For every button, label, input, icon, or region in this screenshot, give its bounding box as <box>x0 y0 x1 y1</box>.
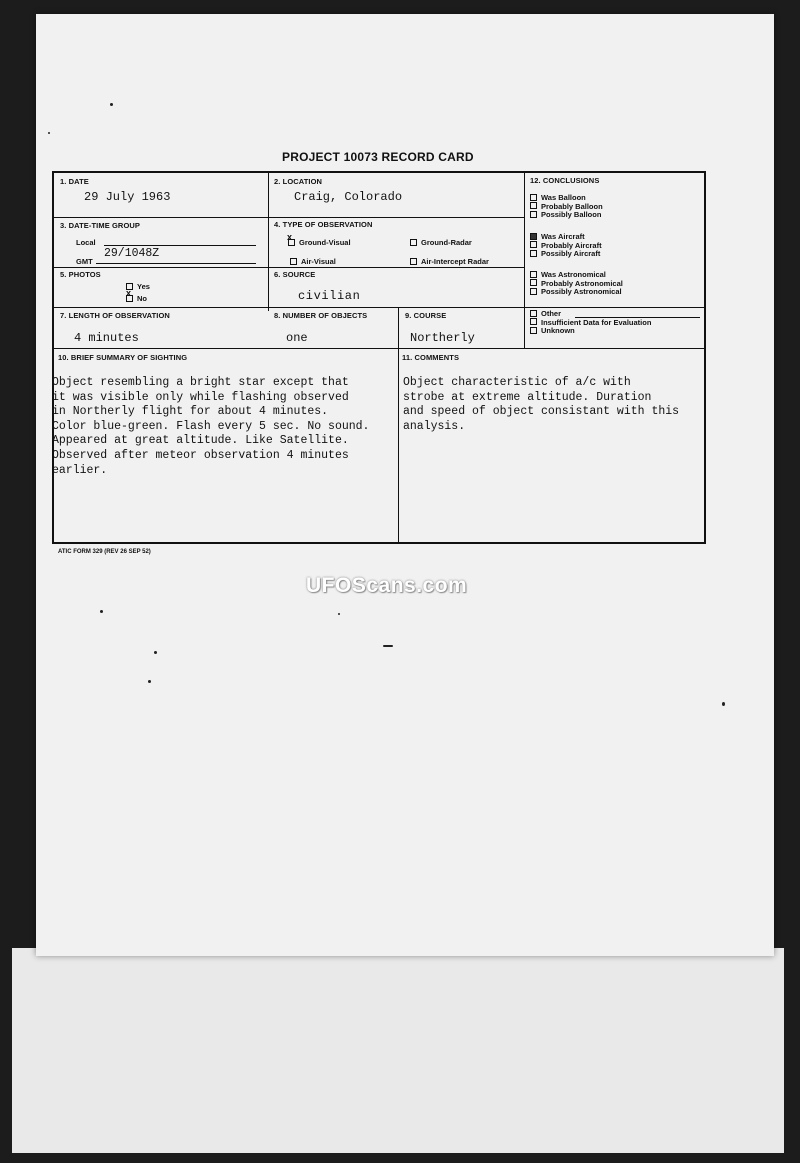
checkbox[interactable] <box>290 258 297 265</box>
comments-line: and speed of object consistant with this <box>403 405 680 419</box>
speck <box>148 680 151 683</box>
other-line <box>575 317 700 318</box>
summary-line: it was visible only while flashing observed <box>52 390 349 404</box>
location-value: Craig, Colorado <box>294 190 403 204</box>
checkbox[interactable] <box>530 271 537 278</box>
comments-line: analysis. <box>403 419 466 433</box>
checkbox[interactable] <box>530 194 537 201</box>
form-id: ATIC FORM 329 (REV 26 SEP 52) <box>58 549 151 555</box>
number-of-objects-value: one <box>286 331 308 345</box>
comments-line: Object characteristic of a/c with <box>403 376 631 389</box>
check-mark-icon: x <box>126 288 132 298</box>
type-of-observation-label: 4. TYPE OF OBSERVATION <box>274 220 373 229</box>
summary-line: Color blue-green. Flash every 5 sec. No sound. <box>52 419 370 433</box>
summary-line: earlier. <box>52 463 108 477</box>
conclusion-group-aircraft <box>530 233 602 259</box>
speck <box>722 702 725 706</box>
course-label: 9. COURSE <box>405 311 447 320</box>
conclusion-group-other <box>530 310 651 336</box>
location-label: 2. LOCATION <box>274 177 323 186</box>
divider <box>398 308 399 544</box>
speck <box>338 613 340 615</box>
lower-sheet <box>12 948 784 1153</box>
option-probably-aircraft[interactable]: Probably Aircraft <box>530 242 602 251</box>
course-value: Northerly <box>410 331 475 345</box>
divider <box>53 348 705 349</box>
gmt-value: 29/1048Z <box>104 247 160 260</box>
local-label: Local <box>76 238 96 247</box>
conclusion-group-balloon <box>530 194 603 220</box>
number-of-objects-label: 8. NUMBER OF OBJECTS <box>274 311 368 320</box>
option-was-balloon[interactable]: Was Balloon <box>530 194 603 203</box>
summary-line: Appeared at great altitude. Like Satellite. <box>52 434 349 448</box>
gmt-line <box>96 263 256 264</box>
checkbox[interactable] <box>530 241 537 248</box>
comments-line: strobe at extreme altitude. Duration <box>403 390 652 404</box>
date-time-group-label: 3. DATE-TIME GROUP <box>60 221 140 230</box>
option-ground-visual[interactable]: Ground-Visual <box>288 238 351 247</box>
divider <box>53 267 525 268</box>
local-line <box>104 245 256 246</box>
divider <box>268 172 269 311</box>
card-title: PROJECT 10073 RECORD CARD <box>282 150 474 164</box>
checkbox-checked[interactable] <box>530 233 537 240</box>
option-was-astronomical[interactable]: Was Astronomical <box>530 271 623 280</box>
checkbox[interactable] <box>530 250 537 257</box>
length-label: 7. LENGTH OF OBSERVATION <box>60 311 170 320</box>
option-possibly-aircraft[interactable]: Possibly Aircraft <box>530 250 602 259</box>
summary-line: Object resembling a bright star except that <box>52 376 349 389</box>
checkbox[interactable] <box>530 202 537 209</box>
summary-text <box>52 376 369 478</box>
option-insufficient-data[interactable]: Insufficient Data for Evaluation <box>530 319 651 328</box>
date-value: 29 July 1963 <box>84 190 171 204</box>
photos-label: 5. PHOTOS <box>60 270 101 279</box>
length-value: 4 minutes <box>74 331 139 345</box>
speck <box>110 103 113 106</box>
comments-label: 11. COMMENTS <box>402 353 460 362</box>
summary-label: 10. BRIEF SUMMARY OF SIGHTING <box>58 353 188 362</box>
option-photos-no[interactable]: No <box>126 294 147 303</box>
source-label: 6. SOURCE <box>274 270 316 279</box>
option-was-aircraft[interactable]: Was Aircraft <box>530 233 602 242</box>
option-ground-radar[interactable]: Ground-Radar <box>410 238 472 247</box>
checkbox[interactable] <box>530 310 537 317</box>
summary-line: in Northerly flight for about 4 minutes. <box>52 405 329 419</box>
checkbox[interactable] <box>530 211 537 218</box>
divider <box>53 307 705 308</box>
option-probably-balloon[interactable]: Probably Balloon <box>530 203 603 212</box>
checkbox[interactable] <box>530 288 537 295</box>
option-photos-yes[interactable]: Yes <box>126 282 150 291</box>
option-air-visual[interactable]: Air-Visual <box>290 257 336 266</box>
date-label: 1. DATE <box>60 177 89 186</box>
conclusion-group-astronomical <box>530 271 623 297</box>
option-air-intercept-radar[interactable]: Air-Intercept Radar <box>410 257 489 266</box>
speck <box>100 610 103 613</box>
option-other[interactable]: Other <box>530 310 651 319</box>
option-unknown[interactable]: Unknown <box>530 327 651 336</box>
divider <box>524 172 525 349</box>
checkbox[interactable] <box>530 327 537 334</box>
checkbox[interactable] <box>410 258 417 265</box>
checkbox[interactable] <box>410 239 417 246</box>
speck <box>48 132 50 134</box>
option-possibly-balloon[interactable]: Possibly Balloon <box>530 211 603 220</box>
checkbox[interactable] <box>530 318 537 325</box>
option-probably-astronomical[interactable]: Probably Astronomical <box>530 280 623 289</box>
comments-text <box>403 376 679 434</box>
option-possibly-astronomical[interactable]: Possibly Astronomical <box>530 288 623 297</box>
checkbox[interactable] <box>530 279 537 286</box>
divider <box>53 217 525 218</box>
summary-line: Observed after meteor observation 4 minutes <box>52 448 349 462</box>
check-mark-icon: x <box>287 232 293 242</box>
conclusions-label: 12. CONCLUSIONS <box>530 176 600 185</box>
speck <box>383 645 393 647</box>
gmt-label: GMT <box>76 257 93 266</box>
source-value: civilian <box>298 289 361 303</box>
speck <box>154 651 157 654</box>
watermark: UFOScans.com <box>306 574 468 597</box>
